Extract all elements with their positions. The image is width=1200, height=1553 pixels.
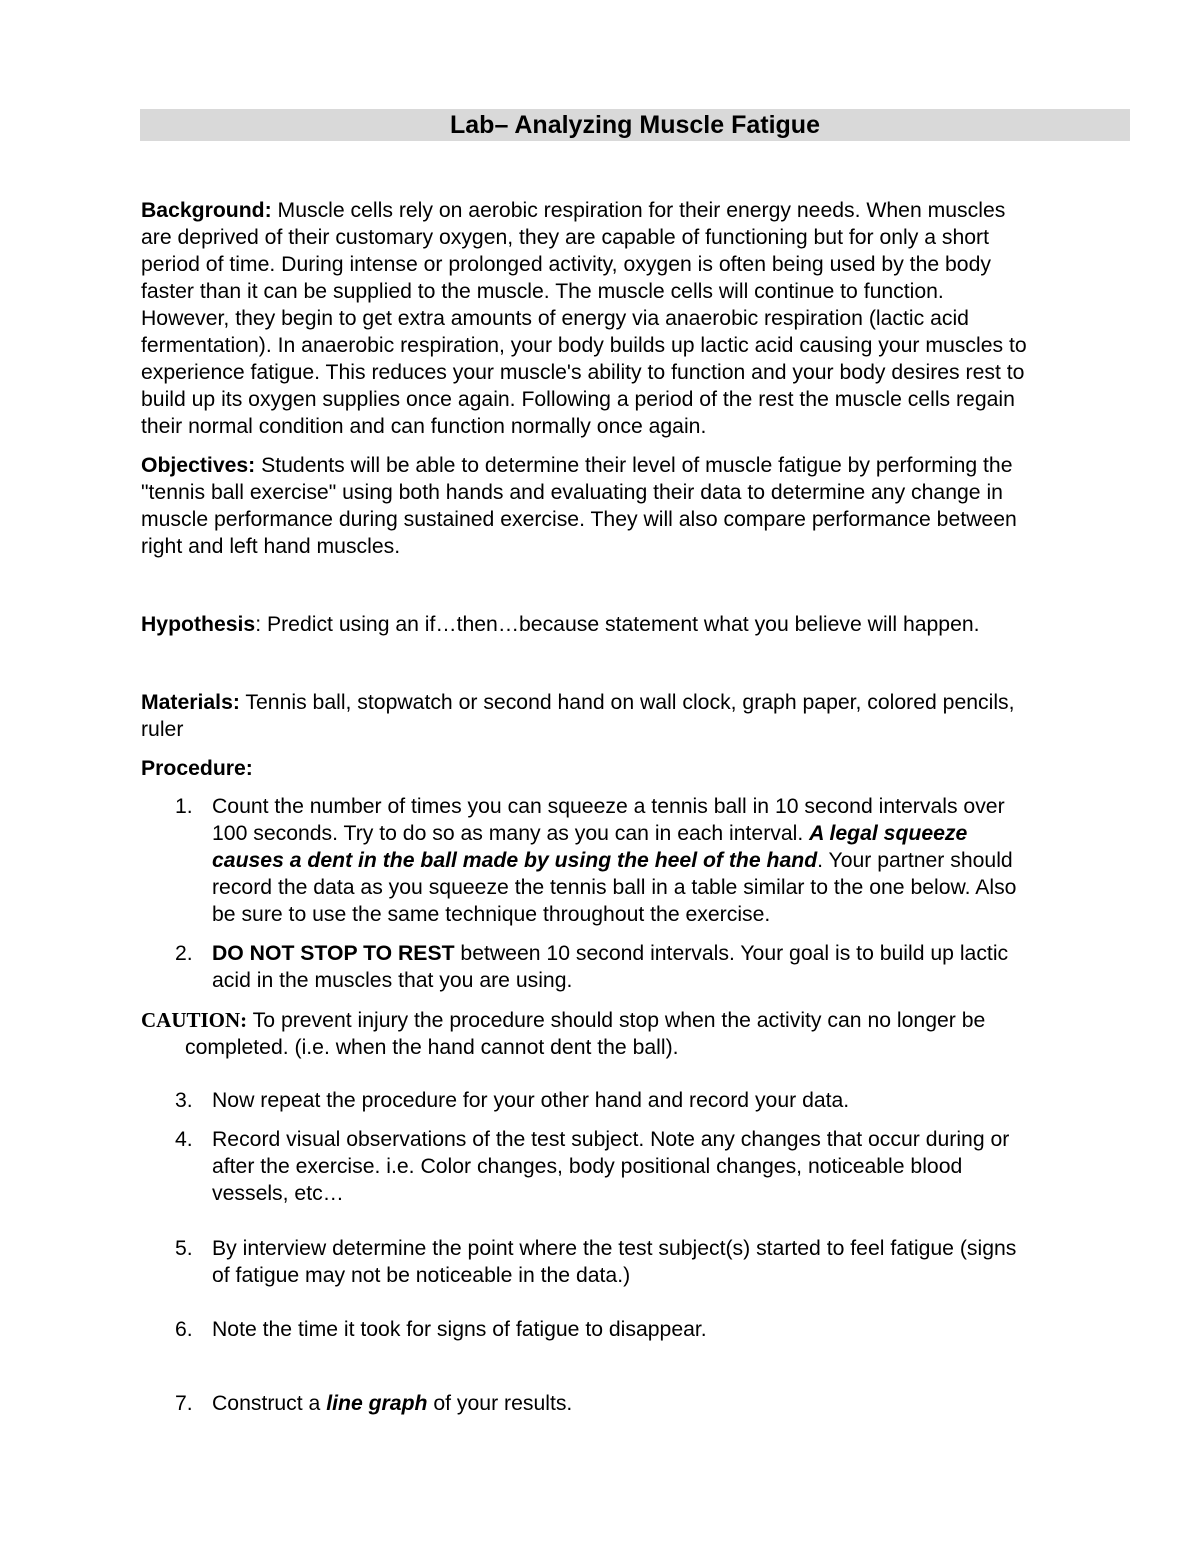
background-line: period of time. During intense or prolonged activity, oxygen is often being used by the body bbox=[141, 253, 991, 276]
objectives-line: right and left hand muscles. bbox=[141, 535, 401, 558]
materials-text: Tennis ball, stopwatch or second hand on wall clock, graph paper, colored pencils, bbox=[239, 691, 1015, 714]
step-line: record the data as you squeeze the tennis ball in a table similar to the one below. Also bbox=[212, 876, 1017, 899]
step-text bbox=[212, 1087, 1127, 1114]
step-line bbox=[212, 820, 1127, 847]
emphasis-text: line graph bbox=[326, 1392, 428, 1415]
hypothesis-text: : Predict using an if…then…because statement what you believe will happen. bbox=[255, 613, 980, 636]
step-text bbox=[212, 1235, 1127, 1289]
hypothesis-section bbox=[141, 611, 1131, 638]
step-line: after the exercise. i.e. Color changes, body positional changes, noticeable blood bbox=[212, 1155, 963, 1178]
procedure-label: Procedure: bbox=[141, 757, 253, 780]
step-text-part: Construct a bbox=[212, 1392, 327, 1415]
background-line: fermentation). In anaerobic respiration, your body builds up lactic acid causing your muscles to bbox=[141, 334, 1027, 357]
objectives-label: Objectives: bbox=[141, 454, 256, 477]
background-line bbox=[141, 197, 1131, 224]
background-line: faster than it can be supplied to the muscle. The muscle cells will continue to function. bbox=[141, 280, 944, 303]
emphasis-text: causes a dent in the ball made by using the heel of the hand bbox=[212, 849, 818, 872]
materials-label: Materials: bbox=[141, 691, 240, 714]
step-text bbox=[212, 940, 1127, 994]
step-number: 7. bbox=[175, 1392, 193, 1415]
background-line: are deprived of their customary oxygen, they are capable of functioning but for only a short bbox=[141, 226, 989, 249]
step-number: 6. bbox=[175, 1318, 193, 1341]
title-bar bbox=[140, 109, 1130, 141]
step-number: 5. bbox=[175, 1237, 193, 1260]
step-text-part: 100 seconds. Try to do so as many as you can in each interval. bbox=[212, 822, 810, 845]
objectives-section bbox=[141, 452, 1131, 560]
step-number: 2. bbox=[175, 942, 193, 965]
step-line: acid in the muscles that you are using. bbox=[212, 969, 573, 992]
step-text bbox=[212, 1316, 1127, 1343]
step-line: Count the number of times you can squeeze a tennis ball in 10 second intervals over bbox=[212, 795, 1005, 818]
step-text-part: between 10 second intervals. Your goal is to build up lactic bbox=[454, 942, 1009, 965]
objectives-text: Students will be able to determine their level of muscle fatigue by performing the bbox=[255, 454, 1013, 477]
procedure-heading bbox=[141, 755, 1131, 782]
step-line bbox=[212, 940, 1127, 967]
step-text bbox=[212, 1126, 1127, 1207]
caution-line: completed. (i.e. when the hand cannot dent the ball). bbox=[185, 1036, 679, 1059]
step-line: Note the time it took for signs of fatigue to disappear. bbox=[212, 1318, 707, 1341]
materials-line: ruler bbox=[141, 718, 184, 741]
step-text-part: . Your partner should bbox=[817, 849, 1013, 872]
step-line: Now repeat the procedure for your other hand and record your data. bbox=[212, 1089, 850, 1112]
objectives-line: muscle performance during sustained exercise. They will also compare performance between bbox=[141, 508, 1017, 531]
step-line: of fatigue may not be noticeable in the data.) bbox=[212, 1264, 631, 1287]
step-number: 3. bbox=[175, 1089, 193, 1112]
step-text bbox=[212, 793, 1127, 928]
materials-line bbox=[141, 689, 1131, 716]
hypothesis-label: Hypothesis bbox=[141, 613, 256, 636]
background-text: Muscle cells rely on aerobic respiration for their energy needs. When muscles bbox=[271, 199, 1006, 222]
step-text bbox=[212, 1390, 1127, 1417]
materials-section bbox=[141, 689, 1131, 743]
emphasis-text: A legal squeeze bbox=[809, 822, 968, 845]
caution-note bbox=[141, 1007, 1131, 1061]
caution-text: To prevent injury the procedure should stop when the activity can no longer be bbox=[247, 1009, 986, 1032]
background-line: However, they begin to get extra amounts of energy via anaerobic respiration (lactic acid bbox=[141, 307, 969, 330]
step-line: vessels, etc… bbox=[212, 1182, 344, 1205]
background-label: Background: bbox=[141, 199, 272, 222]
background-section bbox=[141, 197, 1131, 440]
background-line: experience fatigue. This reduces your muscle's ability to function and your body desires rest to bbox=[141, 361, 1025, 384]
step-number: 4. bbox=[175, 1128, 193, 1151]
step-number: 1. bbox=[175, 795, 193, 818]
background-line: their normal condition and can function normally once again. bbox=[141, 415, 707, 438]
caution-label: CAUTION: bbox=[141, 1008, 248, 1032]
step-text-part: of your results. bbox=[427, 1392, 573, 1415]
step-line bbox=[212, 847, 1127, 874]
caution-line bbox=[141, 1007, 1131, 1034]
step-line: Record visual observations of the test subject. Note any changes that occur during or bbox=[212, 1128, 1010, 1151]
step-line: By interview determine the point where the test subject(s) started to feel fatigue (signs bbox=[212, 1237, 1017, 1260]
step-line bbox=[212, 1390, 1127, 1417]
objectives-line bbox=[141, 452, 1131, 479]
emphasis-text: DO NOT STOP TO REST bbox=[212, 942, 455, 965]
step-line: be sure to use the same technique throughout the exercise. bbox=[212, 903, 771, 926]
objectives-line: "tennis ball exercise" using both hands and evaluating their data to determine any change in bbox=[141, 481, 1003, 504]
page-title: Lab– Analyzing Muscle Fatigue bbox=[450, 111, 820, 139]
background-line: build up its oxygen supplies once again. Following a period of the rest the muscle cells regain bbox=[141, 388, 1015, 411]
